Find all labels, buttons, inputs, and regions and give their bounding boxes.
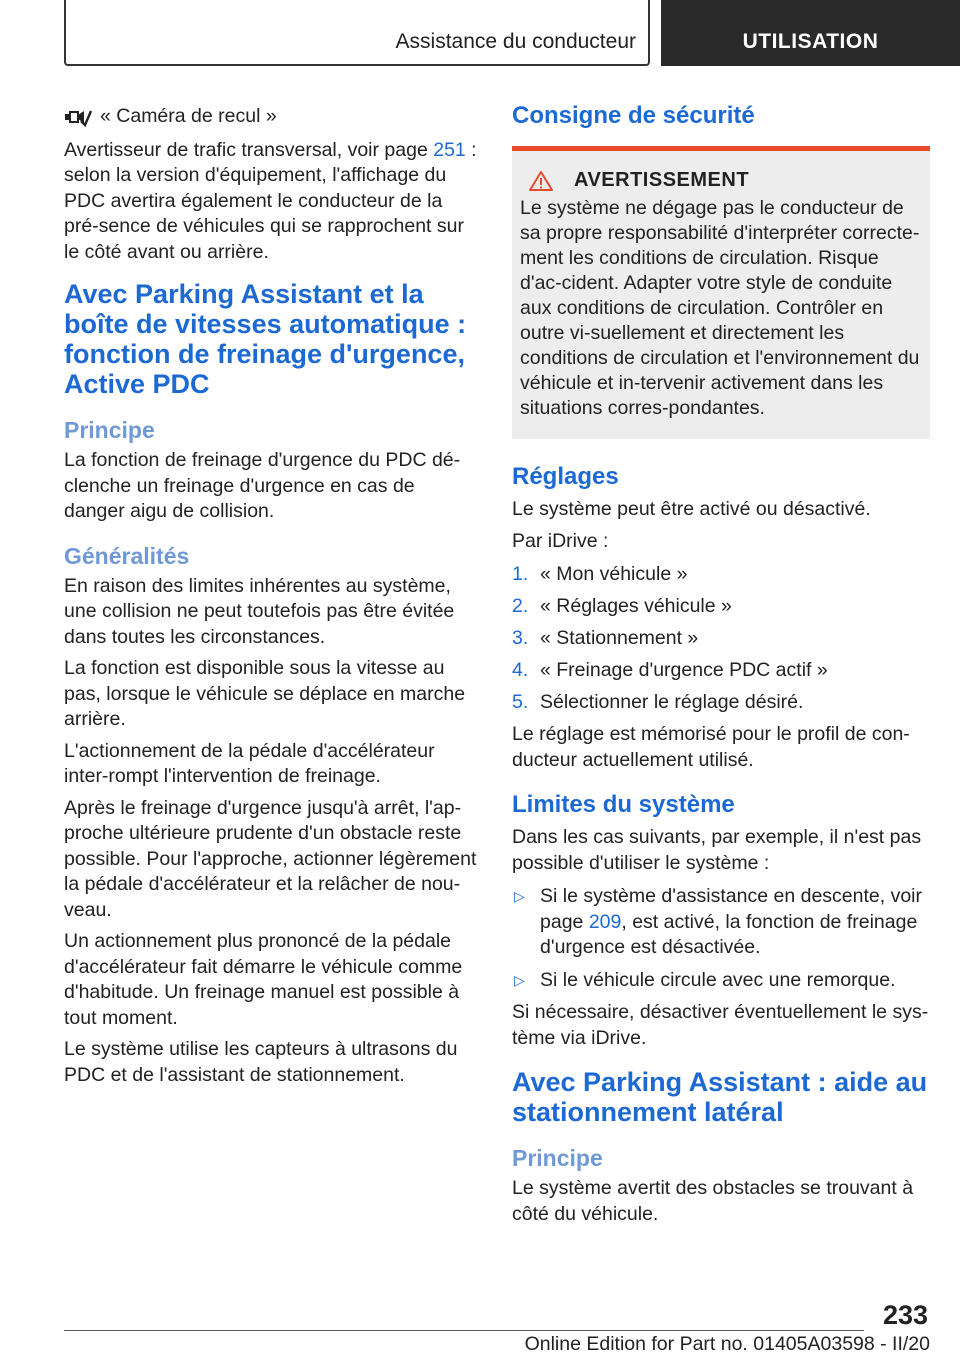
- reglages-p2: Par iDrive :: [512, 529, 609, 552]
- principe-heading: Principe: [64, 417, 155, 443]
- warning-box: [512, 146, 930, 439]
- generalites-p2: La fonction est disponible sous la vitesse au pas, lorsque le véhicule se déplace en marche arrière.: [64, 657, 466, 730]
- principe-text: La fonction de freinage d'urgence du PDC dé-clenche un freinage d'urgence en cas de danger aigu de collision.: [64, 449, 461, 522]
- page-link-251[interactable]: 251: [433, 138, 466, 161]
- generalites-p5: Un actionnement plus prononcé de la pédale d'accélérateur fait démarre le véhicule comme d'habitude. Un freinage manuel est possible à tout moment.: [64, 930, 463, 1029]
- generalites-p6: Le système utilise les capteurs à ultrasons du PDC et de l'assistant de stationnement.: [64, 1038, 458, 1086]
- warning-title-row: [528, 169, 922, 192]
- list-item: 2. « Réglages véhicule »: [512, 595, 732, 617]
- reglages-heading: Réglages: [512, 463, 619, 490]
- page-header: [0, 0, 960, 66]
- list-item: 5. Sélectionner le réglage désiré.: [512, 691, 804, 713]
- limites-bullets: [512, 884, 930, 993]
- limites-p1: Dans les cas suivants, par exemple, il n'est pas possible d'utiliser le système :: [512, 826, 922, 874]
- left-column: [64, 102, 478, 1094]
- principe2-text: Le système avertit des obstacles se trouvant à côté du véhicule.: [512, 1177, 914, 1225]
- header-chapter-title: UTILISATION: [742, 30, 879, 53]
- warning-title: AVERTISSEMENT: [574, 169, 750, 191]
- cross-traffic-paragraph: Avertisseur de trafic transversal, voir page 251 : selon la version d'équipement, l'affichage du PDC avertira également le conducteur de la pré-sence de véhicules qui se rapprochent sur le côté avant ou arrière.: [64, 138, 477, 263]
- list-item: 1. « Mon véhicule »: [512, 563, 688, 585]
- header-chapter-tab: [661, 0, 960, 66]
- list-item: 4. « Freinage d'urgence PDC actif »: [512, 659, 828, 681]
- camera-label: « Caméra de recul »: [100, 105, 277, 127]
- generalites-p3: L'actionnement de la pédale d'accélérateur inter-rompt l'intervention de freinage.: [64, 739, 435, 787]
- warning-triangle-icon: [528, 170, 554, 192]
- warning-text: Le système ne dégage pas le conducteur de sa propre responsabilité d'interpréter correcte-ment les conditions de circulation. Risque d'ac-cident. Adapter votre style de conduite aux conditions de circulation. Contrôler en outre vi-suellement et directement les conditions de circulation et l'environnement du véhicule et in-tervenir activement dans les situations corres-pondantes.: [520, 197, 920, 419]
- generalites-p4: Après le freinage d'urgence jusqu'à arrêt, l'ap-proche ultérieure prudente d'un obstacle reste possible. Pour l'approche, actionner légèrement la pédale d'accélérateur et la relâcher de nou-veau.: [64, 796, 477, 921]
- bullet-triangle-icon: ▷: [514, 971, 525, 988]
- section-heading-emergency-braking: Avec Parking Assistant et la boîte de vitesses automatique : fonction de freinage d'urgence, Active PDC: [64, 279, 467, 399]
- list-item: 3. « Stationnement »: [512, 627, 699, 649]
- safety-heading: Consigne de sécurité: [512, 102, 755, 129]
- generalites-heading: Généralités: [64, 542, 190, 569]
- generalites-p1: En raison des limites inhérentes au système, une collision ne peut toutefois pas être évitée dans toutes les circonstances.: [64, 574, 455, 648]
- camera-line: [64, 104, 478, 130]
- list-item: ▷ Si le véhicule circule avec une remorque.: [512, 968, 930, 994]
- footer-divider: [64, 1330, 864, 1331]
- section-heading-lateral-parking: Avec Parking Assistant : aide au stationnement latéral: [512, 1067, 928, 1127]
- principe2-heading: Principe: [512, 1145, 603, 1171]
- page-link-209[interactable]: 209: [588, 910, 622, 933]
- header-section-title: Assistance du conducteur: [395, 30, 636, 53]
- rear-camera-icon: [64, 107, 92, 127]
- right-column: [512, 102, 930, 1233]
- limites-p2: Si nécessaire, désactiver éventuellement le sys-tème via iDrive.: [512, 1001, 929, 1049]
- limites-heading: Limites du système: [512, 791, 735, 818]
- footer-edition: Online Edition for Part no. 01405A03598 - II/20: [524, 1333, 930, 1355]
- bullet-triangle-icon: ▷: [514, 888, 525, 904]
- reglages-p3: Le réglage est mémorisé pour le profil de con-ducteur actuellement utilisé.: [512, 723, 910, 771]
- page-number: 233: [882, 1300, 928, 1330]
- reglages-p1: Le système peut être activé ou désactivé.: [512, 498, 871, 520]
- list-item: ▷ Si le système d'assistance en descente, voir page 209, est activé, la fonction de freinage d'urgence est désactivée.: [512, 884, 930, 961]
- idrive-steps: [512, 562, 930, 716]
